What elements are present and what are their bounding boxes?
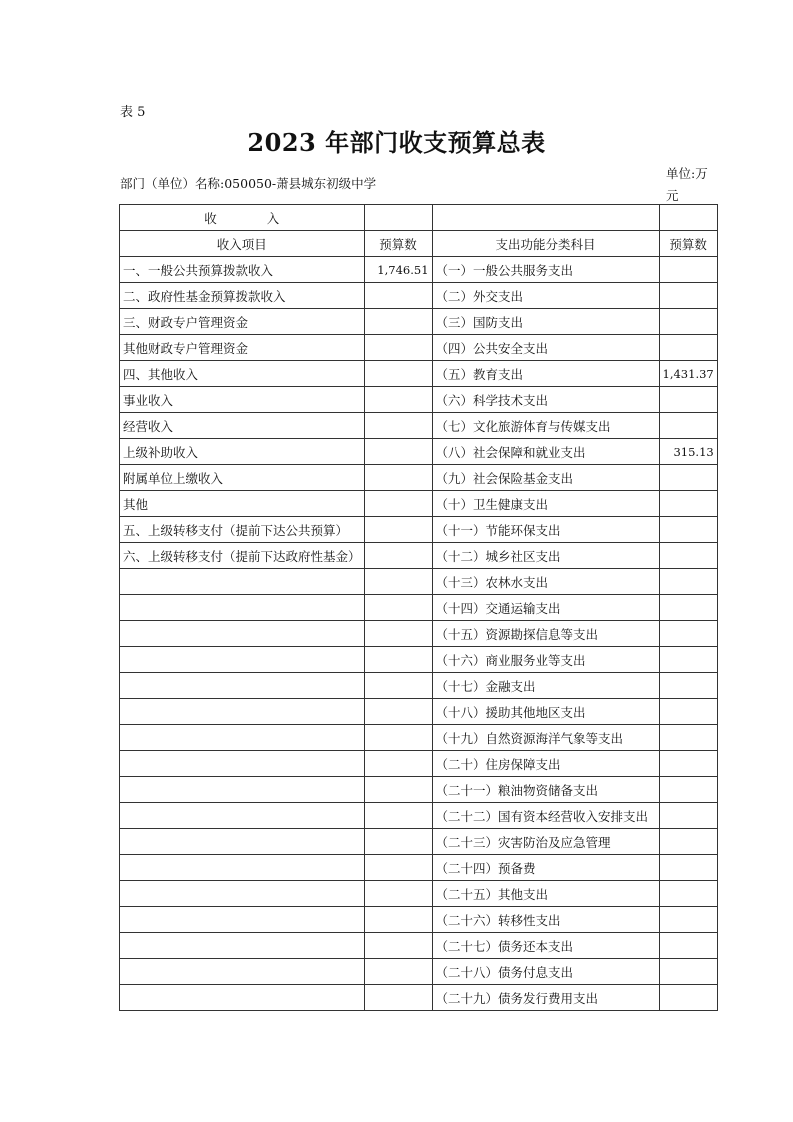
income-budget — [364, 985, 432, 1011]
expense-budget — [659, 985, 717, 1011]
table-row — [120, 309, 718, 335]
expense-item: （七）文化旅游体育与传媒支出 — [432, 413, 659, 439]
table-row — [120, 491, 718, 517]
income-item — [120, 647, 365, 673]
expense-budget — [659, 621, 717, 647]
table-row — [120, 751, 718, 777]
table-row — [120, 257, 718, 283]
expense-item: （六）科学技术支出 — [432, 387, 659, 413]
income-item — [120, 621, 365, 647]
group-header-blank — [432, 205, 659, 231]
income-item — [120, 959, 365, 985]
income-item — [120, 881, 365, 907]
table-row — [120, 725, 718, 751]
income-item: 上级补助收入 — [120, 439, 365, 465]
expense-budget — [659, 283, 717, 309]
expense-budget — [659, 907, 717, 933]
income-item: 事业收入 — [120, 387, 365, 413]
income-budget — [364, 413, 432, 439]
table-row — [120, 569, 718, 595]
table-row — [120, 439, 718, 465]
expense-item: （一）一般公共服务支出 — [432, 257, 659, 283]
income-item: 二、政府性基金预算拨款收入 — [120, 283, 365, 309]
income-budget — [364, 309, 432, 335]
expense-item: （二十二）国有资本经营收入安排支出 — [432, 803, 659, 829]
income-item: 经营收入 — [120, 413, 365, 439]
table-row — [120, 335, 718, 361]
income-budget — [364, 673, 432, 699]
expense-item: （二）外交支出 — [432, 283, 659, 309]
expense-budget — [659, 803, 717, 829]
expense-item: （十六）商业服务业等支出 — [432, 647, 659, 673]
income-item: 三、财政专户管理资金 — [120, 309, 365, 335]
income-budget — [364, 907, 432, 933]
income-budget — [364, 751, 432, 777]
expense-item: （三）国防支出 — [432, 309, 659, 335]
expense-budget — [659, 881, 717, 907]
expense-budget — [659, 569, 717, 595]
department-name: 部门（单位）名称:050050-萧县城东初级中学 — [120, 176, 377, 191]
expense-item: （二十九）债务发行费用支出 — [432, 985, 659, 1011]
income-item: 一、一般公共预算拨款收入 — [120, 257, 365, 283]
income-item — [120, 699, 365, 725]
income-budget — [364, 699, 432, 725]
table-row — [120, 465, 718, 491]
income-budget — [364, 881, 432, 907]
income-budget — [364, 361, 432, 387]
expense-item: （十）卫生健康支出 — [432, 491, 659, 517]
income-item — [120, 985, 365, 1011]
income-item — [120, 751, 365, 777]
income-budget — [364, 933, 432, 959]
expense-budget — [659, 725, 717, 751]
expense-budget — [659, 413, 717, 439]
budget-table — [119, 204, 718, 1011]
page-title: 2023 年部门收支预算总表 — [247, 128, 546, 157]
table-number: 表 5 — [120, 105, 146, 120]
table-row — [120, 621, 718, 647]
table-row — [120, 777, 718, 803]
expense-item: （二十八）债务付息支出 — [432, 959, 659, 985]
income-budget — [364, 465, 432, 491]
expense-item: （二十）住房保障支出 — [432, 751, 659, 777]
income-item — [120, 595, 365, 621]
expense-item: （二十七）债务还本支出 — [432, 933, 659, 959]
income-budget — [364, 491, 432, 517]
expense-budget — [659, 855, 717, 881]
table-row — [120, 829, 718, 855]
expense-item: （二十四）预备费 — [432, 855, 659, 881]
table-row — [120, 803, 718, 829]
expense-budget — [659, 257, 717, 283]
table-row — [120, 907, 718, 933]
col-budget-income: 预算数 — [364, 231, 432, 257]
income-budget — [364, 439, 432, 465]
expense-item: （九）社会保险基金支出 — [432, 465, 659, 491]
expense-item: （十九）自然资源海洋气象等支出 — [432, 725, 659, 751]
income-budget — [364, 829, 432, 855]
expense-budget — [659, 933, 717, 959]
expense-budget — [659, 517, 717, 543]
col-expense-item: 支出功能分类科目 — [432, 231, 659, 257]
group-header-blank — [659, 205, 717, 231]
table-row — [120, 673, 718, 699]
expense-item: （二十六）转移性支出 — [432, 907, 659, 933]
income-budget — [364, 595, 432, 621]
income-group-header: 收 入 — [120, 205, 365, 231]
expense-budget — [659, 751, 717, 777]
income-budget — [364, 647, 432, 673]
expense-budget — [659, 309, 717, 335]
income-budget — [364, 959, 432, 985]
income-budget — [364, 543, 432, 569]
income-budget — [364, 387, 432, 413]
expense-item: （二十一）粮油物资储备支出 — [432, 777, 659, 803]
expense-item: （四）公共安全支出 — [432, 335, 659, 361]
expense-budget — [659, 543, 717, 569]
income-item: 六、上级转移支付（提前下达政府性基金） — [120, 543, 365, 569]
group-header-blank — [364, 205, 432, 231]
expense-budget — [659, 335, 717, 361]
expense-budget — [659, 647, 717, 673]
expense-item: （十二）城乡社区支出 — [432, 543, 659, 569]
income-item — [120, 933, 365, 959]
expense-budget — [659, 465, 717, 491]
income-budget — [364, 803, 432, 829]
expense-item: （十七）金融支出 — [432, 673, 659, 699]
income-budget: 1,746.51 — [364, 257, 432, 283]
table-row — [120, 543, 718, 569]
income-budget — [364, 283, 432, 309]
income-item — [120, 855, 365, 881]
expense-item: （十五）资源勘探信息等支出 — [432, 621, 659, 647]
col-budget-expense: 预算数 — [659, 231, 717, 257]
income-item — [120, 569, 365, 595]
income-item: 四、其他收入 — [120, 361, 365, 387]
expense-budget — [659, 699, 717, 725]
expense-item: （二十五）其他支出 — [432, 881, 659, 907]
table-row — [120, 699, 718, 725]
table-row — [120, 517, 718, 543]
expense-budget: 1,431.37 — [659, 361, 717, 387]
expense-item: （八）社会保障和就业支出 — [432, 439, 659, 465]
table-row — [120, 985, 718, 1011]
table-row — [120, 413, 718, 439]
income-item — [120, 777, 365, 803]
income-budget — [364, 517, 432, 543]
income-item — [120, 725, 365, 751]
income-budget — [364, 335, 432, 361]
income-budget — [364, 569, 432, 595]
income-item — [120, 907, 365, 933]
table-row — [120, 283, 718, 309]
income-budget — [364, 777, 432, 803]
income-budget — [364, 855, 432, 881]
income-item: 其他 — [120, 491, 365, 517]
expense-item: （十一）节能环保支出 — [432, 517, 659, 543]
income-item — [120, 803, 365, 829]
expense-budget — [659, 829, 717, 855]
income-item: 附属单位上缴收入 — [120, 465, 365, 491]
income-item: 其他财政专户管理资金 — [120, 335, 365, 361]
income-budget — [364, 725, 432, 751]
income-item — [120, 829, 365, 855]
col-income-item: 收入项目 — [120, 231, 365, 257]
table-row — [120, 959, 718, 985]
expense-budget — [659, 959, 717, 985]
table-row — [120, 881, 718, 907]
table-row — [120, 933, 718, 959]
expense-item: （十三）农林水支出 — [432, 569, 659, 595]
column-header-row — [120, 231, 718, 257]
expense-budget — [659, 491, 717, 517]
group-header-row — [120, 205, 718, 231]
expense-budget — [659, 595, 717, 621]
income-budget — [364, 621, 432, 647]
income-item: 五、上级转移支付（提前下达公共预算） — [120, 517, 365, 543]
table-row — [120, 387, 718, 413]
expense-item: （五）教育支出 — [432, 361, 659, 387]
income-item — [120, 673, 365, 699]
expense-budget: 315.13 — [659, 439, 717, 465]
table-row — [120, 647, 718, 673]
expense-item: （十四）交通运输支出 — [432, 595, 659, 621]
table-row — [120, 595, 718, 621]
unit-label: 单位:万元 — [666, 166, 708, 203]
expense-budget — [659, 673, 717, 699]
expense-budget — [659, 777, 717, 803]
expense-budget — [659, 387, 717, 413]
table-row — [120, 855, 718, 881]
expense-item: （十八）援助其他地区支出 — [432, 699, 659, 725]
expense-item: （二十三）灾害防治及应急管理 — [432, 829, 659, 855]
table-row — [120, 361, 718, 387]
